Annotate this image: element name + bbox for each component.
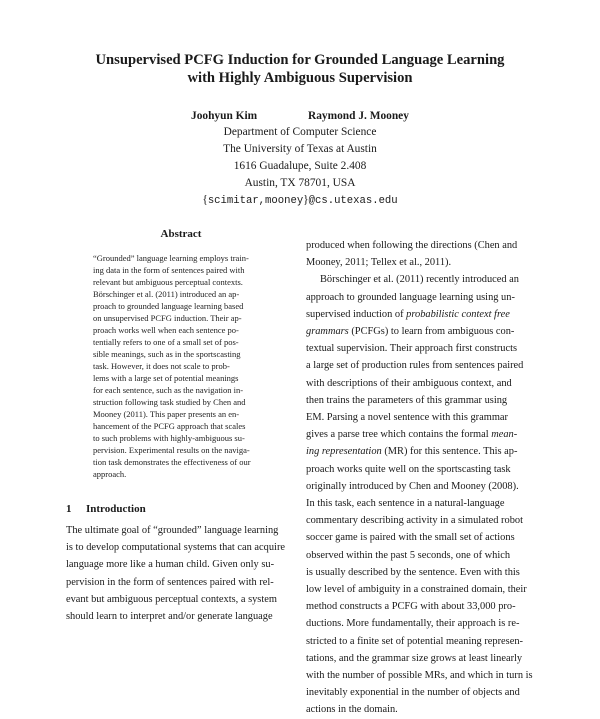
abstract-line: struction following task studied by Chen and — [93, 397, 246, 407]
abstract-line: “Grounded” language learning employs train- — [93, 253, 249, 263]
right-column-rest — [306, 461, 532, 719]
text-line: inevitably exponential in the number of objects and — [306, 687, 520, 699]
text-line: actions in the domain. — [306, 704, 398, 716]
text-line: approach to grounded language learning using un- — [306, 291, 515, 303]
text-line — [306, 323, 532, 340]
emphasis-text: ing representation — [306, 446, 382, 458]
text-span: (PCFGs) to learn from ambiguous con- — [348, 326, 515, 338]
text-line — [306, 306, 532, 323]
email-users: scimitar,mooney — [207, 195, 304, 207]
affiliation-dept: Department of Computer Science — [223, 126, 377, 138]
emphasis-text: grammars — [306, 326, 349, 338]
section-heading — [66, 503, 286, 515]
title-line-2: with Highly Ambiguous Supervision — [187, 70, 413, 86]
abstract-line: to such problems with highly-ambiguous su- — [93, 433, 245, 443]
text-line: then trains the parameters of this grammar using — [306, 394, 508, 406]
abstract-line: pervision. Experimental results on the naviga- — [93, 445, 250, 455]
abstract-line: Börschinger et al. (2011) introduced an ap- — [93, 289, 240, 299]
intro-line: pervision in the form of sentences paired with rel- — [66, 576, 274, 588]
abstract-line: ing data in the form of sentences paired with — [93, 265, 245, 275]
introduction-body — [66, 522, 292, 625]
text-span: supervised induction of — [306, 308, 407, 320]
abstract-line: proach to grounded language learning based — [93, 301, 244, 311]
intro-line: evant but ambiguous perceptual contexts, a system — [66, 593, 277, 605]
text-line: observed within the past 5 seconds, one of which — [306, 549, 511, 561]
text-line — [306, 426, 532, 443]
abstract-line: hancement of the PCFG approach that scales — [93, 421, 246, 431]
text-line: Mooney, 2011; Tellex et al., 2011). — [306, 257, 452, 269]
abstract-line: tion task demonstrates the effectiveness of our — [93, 457, 251, 467]
affiliation-city: Austin, TX 78701, USA — [244, 177, 356, 189]
text-line: with the number of possible MRs, and which in turn is — [306, 670, 533, 682]
abstract-line: approach. — [93, 469, 127, 479]
intro-line: should learn to interpret and/or generate language — [66, 611, 273, 623]
text-line — [306, 443, 532, 460]
abstract-line: sible meanings, such as in the sportscasting — [93, 349, 241, 359]
intro-line: The ultimate goal of “grounded” language learning — [66, 525, 279, 536]
text-line: textual supervision. Their approach first constructs — [306, 343, 518, 355]
email-brace-open: { — [202, 194, 208, 206]
section-title: Introduction — [86, 503, 146, 515]
affiliation-street: 1616 Guadalupe, Suite 2.408 — [233, 160, 367, 172]
author-name: Raymond J. Mooney — [308, 110, 409, 122]
text-line: soccer game is paired with the small set of actions — [306, 532, 515, 544]
text-line: with descriptions of their ambiguous context, and — [306, 377, 512, 389]
text-line: originally introduced by Chen and Mooney (2008). — [306, 480, 519, 492]
text-span: gives a parse tree which contains the formal — [306, 429, 492, 441]
text-line: produced when following the directions (Chen and — [306, 240, 518, 251]
abstract-line: tentially refers to one of a small set of pos- — [93, 337, 239, 347]
text-line: proach works quite well on the sportscasting task — [306, 463, 511, 475]
email-brace-close: } — [303, 194, 309, 206]
text-line: commentary describing activity in a simulated robot — [306, 515, 523, 527]
email-domain: @cs.utexas.edu — [308, 195, 398, 207]
abstract-line: for each sentence, such as the navigation in- — [93, 385, 244, 395]
intro-line: language more like a human child. Given only su- — [66, 559, 275, 571]
text-line: EM. Parsing a novel sentence with this grammar — [306, 412, 508, 424]
title-line-1: Unsupervised PCFG Induction for Grounded Language Learning — [95, 52, 505, 68]
text-line: method constructs a PCFG with about 33,000 pro- — [306, 601, 516, 613]
text-line: is usually described by the sentence. Even with this — [306, 566, 520, 578]
affiliation-block — [140, 124, 460, 210]
section-number: 1 — [66, 503, 72, 515]
author-list — [180, 109, 440, 125]
emphasis-text: mean- — [491, 429, 518, 441]
abstract-body — [93, 252, 276, 480]
text-line: stricted to a finite set of potential meaning represen- — [306, 635, 523, 647]
author-email — [140, 192, 460, 210]
abstract-line: Mooney (2011). This paper presents an en- — [93, 409, 240, 419]
abstract-line: on unsupervised PCFG induction. Their ap- — [93, 313, 242, 323]
emphasis-text: probabilistic context free — [406, 308, 510, 320]
text-span: (MR) for this sentence. This ap- — [381, 446, 518, 458]
text-line: In this task, each sentence in a natural-language — [306, 498, 505, 510]
right-column-text — [306, 237, 532, 719]
text-line: low level of ambiguity in a constrained domain, their — [306, 584, 527, 596]
abstract-line: relevant but ambiguous perceptual contexts. — [93, 277, 243, 287]
abstract-line: task. However, it does not scale to prob- — [93, 361, 230, 371]
abstract-heading: Abstract — [160, 228, 202, 240]
text-line: a large set of production rules from sentences paired — [306, 360, 524, 372]
text-line: ductions. More fundamentally, their approach is re- — [306, 618, 520, 630]
text-line: tations, and the grammar size grows at least linearly — [306, 652, 523, 664]
paper-title — [40, 51, 560, 87]
abstract-line: proach works well when each sentence po- — [93, 325, 239, 335]
affiliation-university: The University of Texas at Austin — [223, 143, 377, 155]
author-name: Joohyun Kim — [191, 110, 258, 122]
text-line: Börschinger et al. (2011) recently introduced an — [320, 274, 519, 286]
intro-line: is to develop computational systems that can acquire — [66, 542, 286, 554]
abstract-line: lems with a large set of potential meanings — [93, 373, 239, 383]
